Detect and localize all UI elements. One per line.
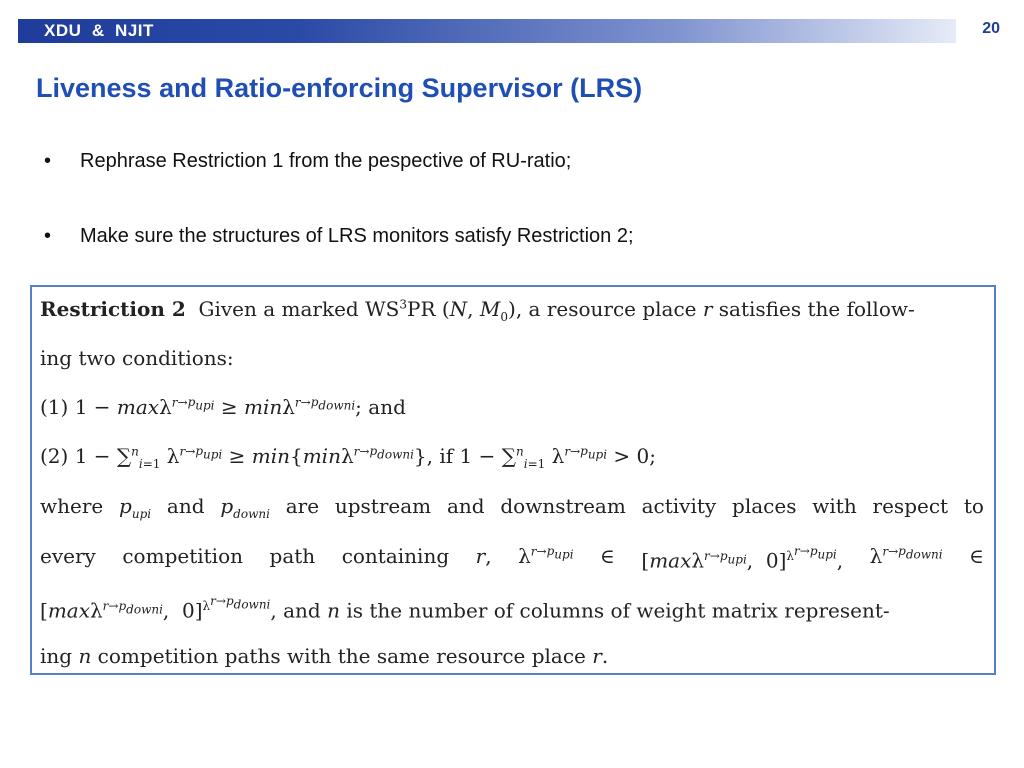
restriction-math-line-1: Given a marked $WS^3PR$ (N, $M_0$), a resource place r satisfies the follow- [198, 297, 915, 324]
slide-title: Liveness and Ratio-enforcing Supervisor (LRS) [36, 73, 643, 103]
bullet-item-2 [44, 225, 634, 248]
restriction-where-4: ing n competition paths with the same resource place r. [40, 644, 609, 668]
restriction-condition-1: (1) 1 − maxλ$^{r\to p_{upi}}$ ≥ minλ$^{r\to p_{downi}}$; and [40, 395, 406, 419]
restriction-where-1: where $p_{upi}$ and $p_{downi}$ are upstream and downstream activity places with respect to [40, 494, 984, 521]
restriction-condition-2: (2) 1 − ∑$^n_{i=1}$ $\lambda^{r\to p_{upi}} \ge \min\{\min\lambda^{r\to p_{downi}}\}$, if 1 − ∑$^n_{i=1}$ $\lambda^{r\to p_{upi}} > 0$; [40, 444, 656, 471]
restriction-line-1 [40, 297, 984, 324]
bullet-item-1 [44, 150, 571, 173]
header-bar [18, 19, 956, 43]
bullet-text-1: Rephrase Restriction 1 from the pespective of RU-ratio; [80, 150, 572, 172]
page-number: 20 [982, 20, 1000, 37]
restriction-line-2: ing two conditions: [40, 346, 234, 370]
restriction-where-2: every competition path containing r, $\lambda^{r\to p_{upi}}$ ∈ [maxλ$^{r\to p_{upi}}$, 0]$^{\lambda^{r\to p_{upi}}}$, $\lambda^{r\to p_{downi}}$ ∈ [40, 544, 984, 573]
restriction-where-3: [maxλ$^{r\to p_{downi}}$, 0]$^{\lambda^{r\to p_{downi}}}$, and n is the number of columns of weight matrix represent- [40, 594, 890, 623]
restriction-box [30, 285, 996, 675]
restriction-label: Restriction 2 [40, 297, 186, 321]
bullet-dot-icon: • [44, 225, 52, 247]
bullet-dot-icon: • [44, 150, 52, 172]
bullet-text-2: Make sure the structures of LRS monitors satisfy Restriction 2; [80, 225, 634, 247]
header-org-label: XDU & NJIT [44, 21, 154, 40]
